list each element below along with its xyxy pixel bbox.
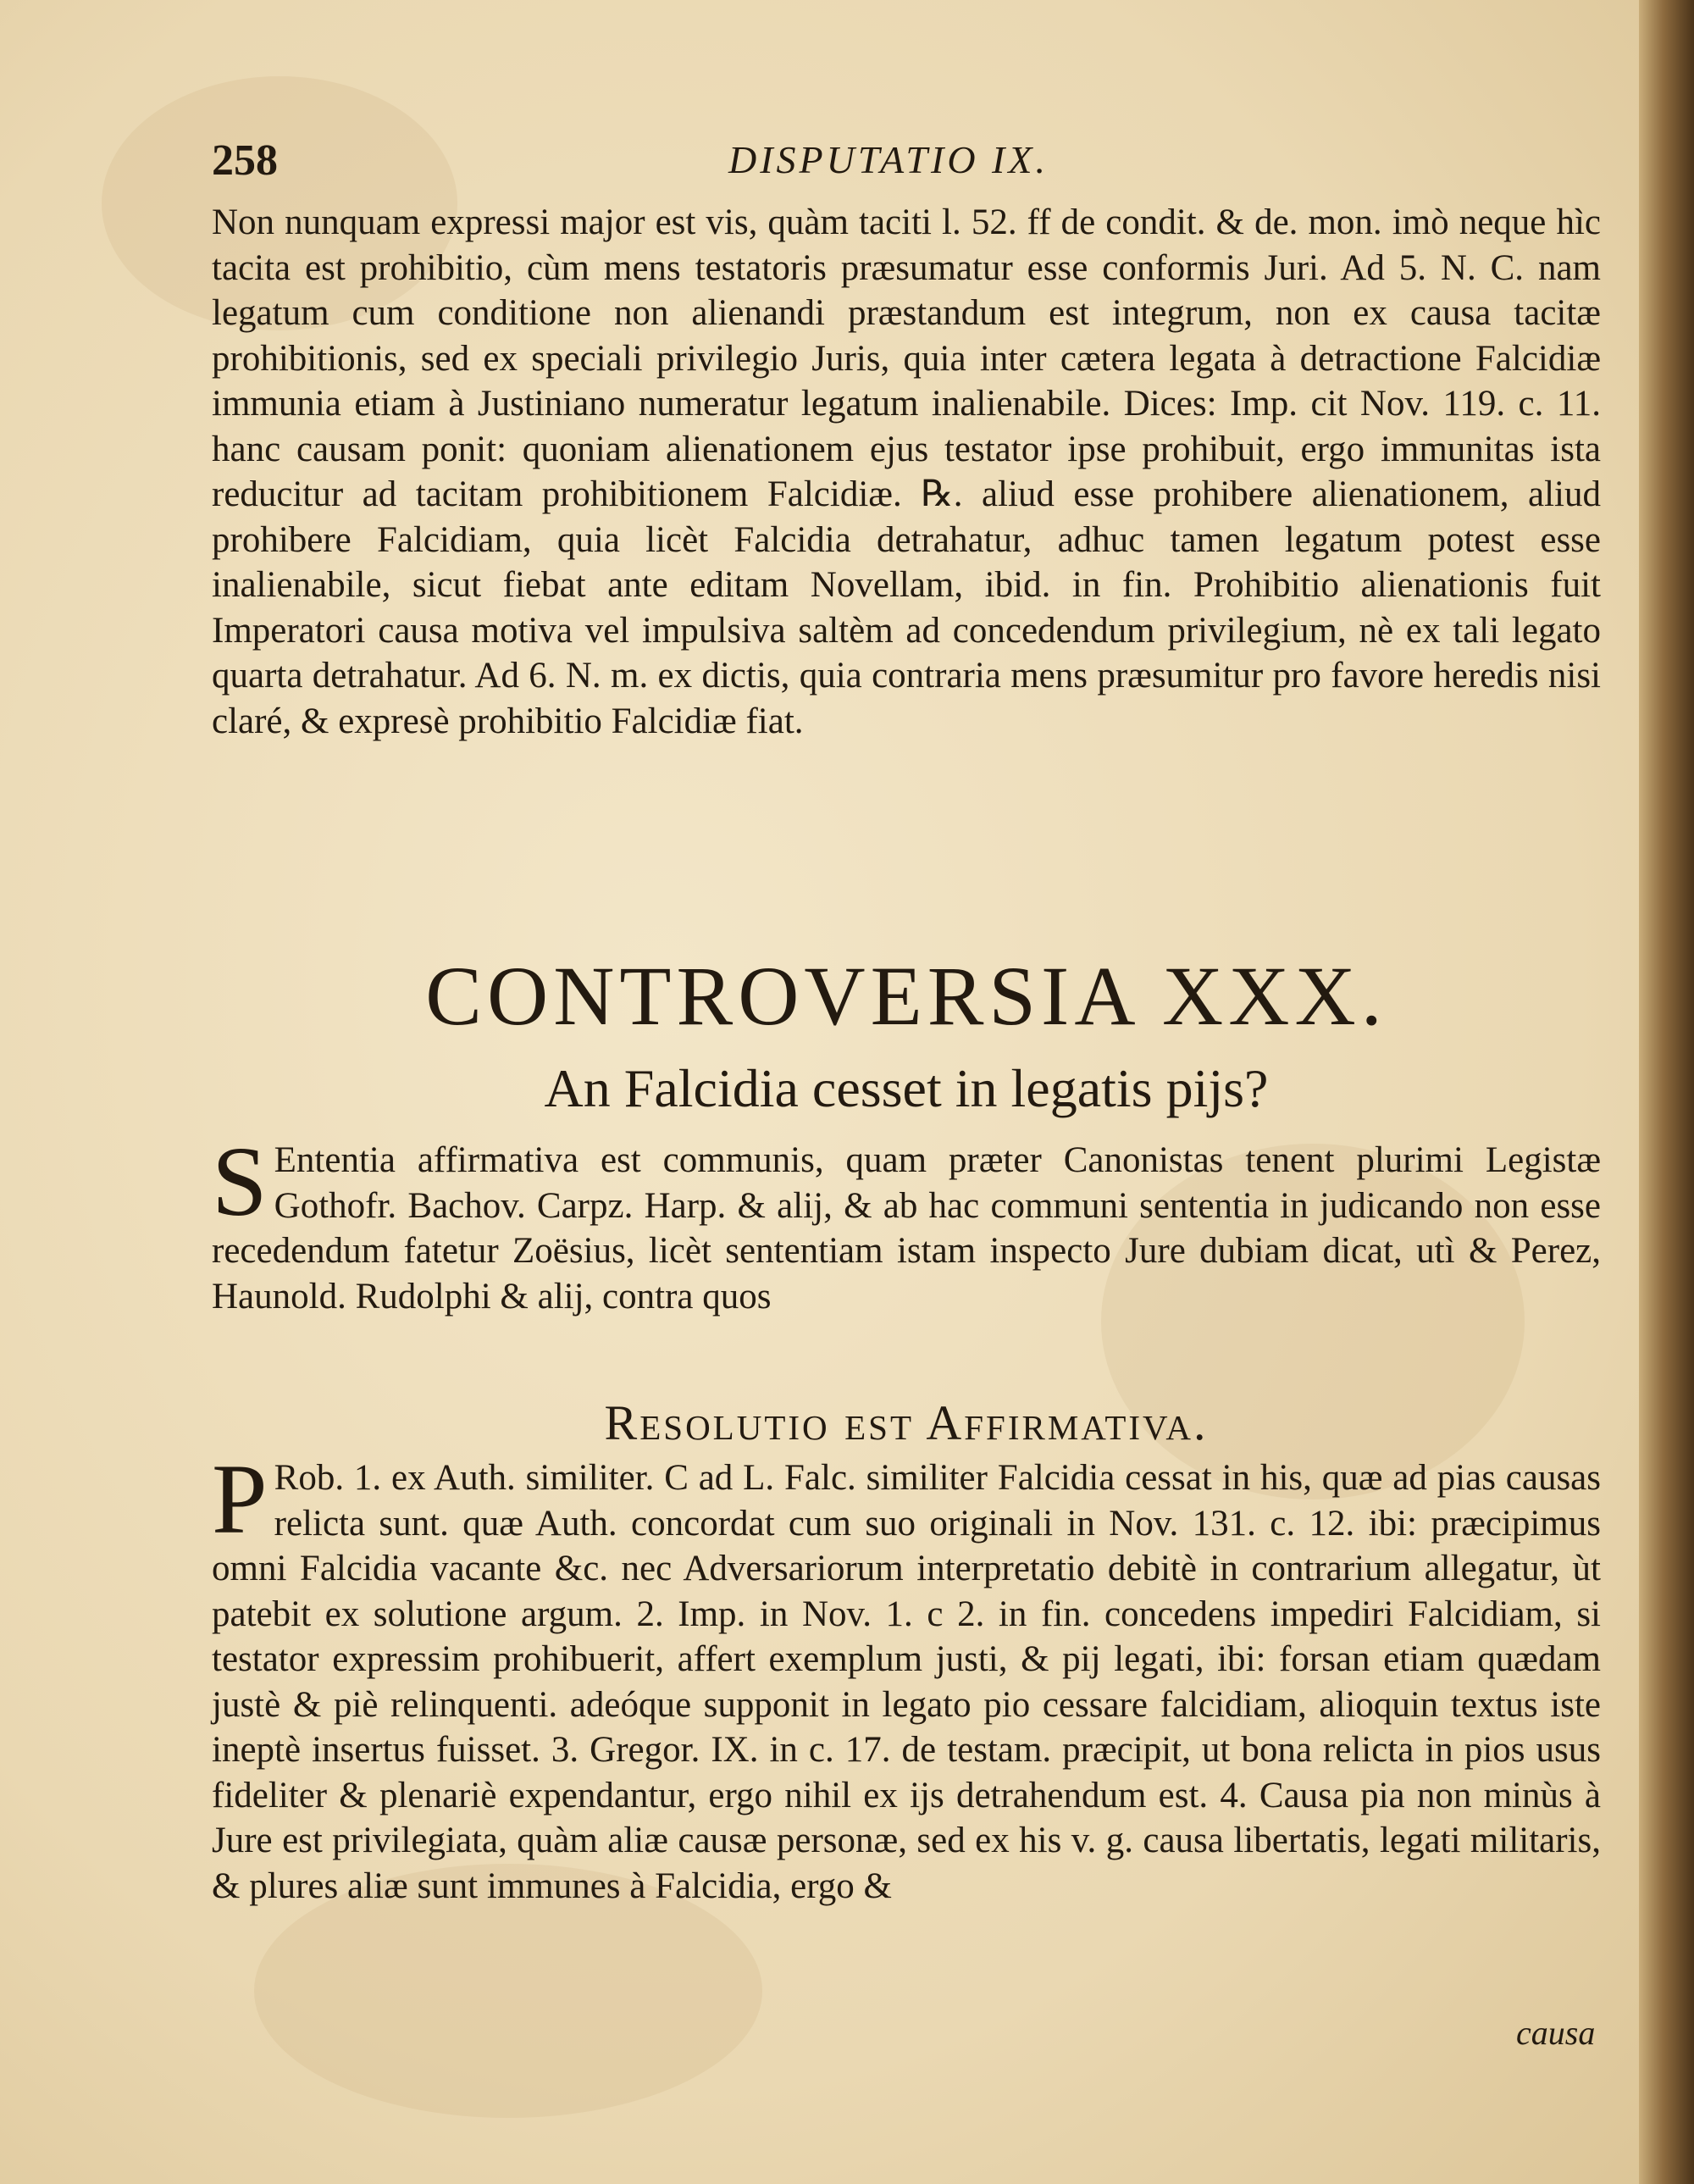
catchword: causa [1516,2014,1596,2052]
resolutio-heading: Resolutio est Affirmativa. [604,1395,1209,1450]
drop-cap: P [212,1444,268,1555]
paragraph-probatio [212,1444,1601,1909]
paragraph-continuation: Non nunquam expressi major est vis, quàm taciti l. 52. ff de condit. & de. mon. imò neque hìc tacita est prohibitio, cùm mens testatoris præsumatur esse conformis Juri. Ad 5. N. C. nam legatum cum conditione non alienandi præstandum est integrum, non ex causa tacitæ prohibitionis, sed ex speciali privilegio Juris, quia inter cætera legata à detractione Falcidiæ immunia etiam à Justiniano numeratur legatum inalienabile. Dices: Imp. cit Nov. 119. c. 11. hanc causam ponit: quoniam alienationem ejus testator ipse prohibuit, ergo immunitas ista reducitur ad tacitam prohibitionem Falcidiæ. ℞. aliud esse prohibere alienationem, aliud prohibere Falcidiam, quia licèt Falcidia detrahatur, adhuc tamen legatum potest esse inalienabile, sicut fiebat ante editam Novellam, ibid. in fin. Prohibitio alienationis fuit Imperatori causa motiva vel impulsiva saltèm ad concedendum privilegium, nè ex tali legato quarta detrahatur. Ad 6. N. m. ex dictis, quia contraria mens præsumitur pro favore heredis nisi claré, & expresè prohibitio Falcidiæ fiat. [212,202,1601,741]
paragraph-sententia [212,1126,1601,1319]
controversia-title: CONTROVERSIA XXX. [425,949,1387,1043]
paragraph-text: Rob. 1. ex Auth. similiter. C ad L. Falc. similiter Falcidia cessat in his, quæ ad pias causas relicta sunt. quæ Auth. concordat cum suo originali in Nov. 131. c. 12. ibi: præcipimus omni Falcidia vacante &c. nec Adversariorum interpretatio debitè in contrarium allegatur, ùt patebit ex solutione argum. 2. Imp. in Nov. 1. c 2. in fin. concedens impediri Falcidiam, si testator expressim prohibuerit, affert exemplum justi, & pij legati, ibi: forsan etiam quædam justè & piè relinquenti. adeóque supponit in legato pio cessare falcidiam, alioquin textus iste ineptè insertus fuisset. 3. Gregor. IX. in c. 17. de testam. præcipit, ut bona relicta in pios usus fideliter & plenariè expendantur, ergo nihil ex ijs detrahendum est. 4. Causa pia non minùs à Jure est privilegiata, quàm aliæ causæ personæ, sed ex his v. g. causa libertatis, legati militaris, & plures aliæ sunt immunes à Falcidia, ergo & [212,1458,1601,1906]
controversia-question: An Falcidia cesset in legatis pijs? [544,1058,1269,1118]
page-header [212,136,1601,186]
running-head: DISPUTATIO IX. [728,138,1049,181]
paragraph-text: Ententia affirmativa est communis, quam præter Canonistas tenent plurimi Legistæ Gothofr. Bachov. Carpz. Harp. & alij, & ab hac communi sententia in judicando non esse recedendum fatetur Zoësius, licèt sententiam istam inspecto Jure dubiam dicat, utì & Perez, Haunold. Rudolphi & alij, contra quos [212,1140,1601,1316]
binding-edge [1639,0,1694,2184]
page-number: 258 [212,136,278,185]
drop-cap: S [212,1126,268,1237]
